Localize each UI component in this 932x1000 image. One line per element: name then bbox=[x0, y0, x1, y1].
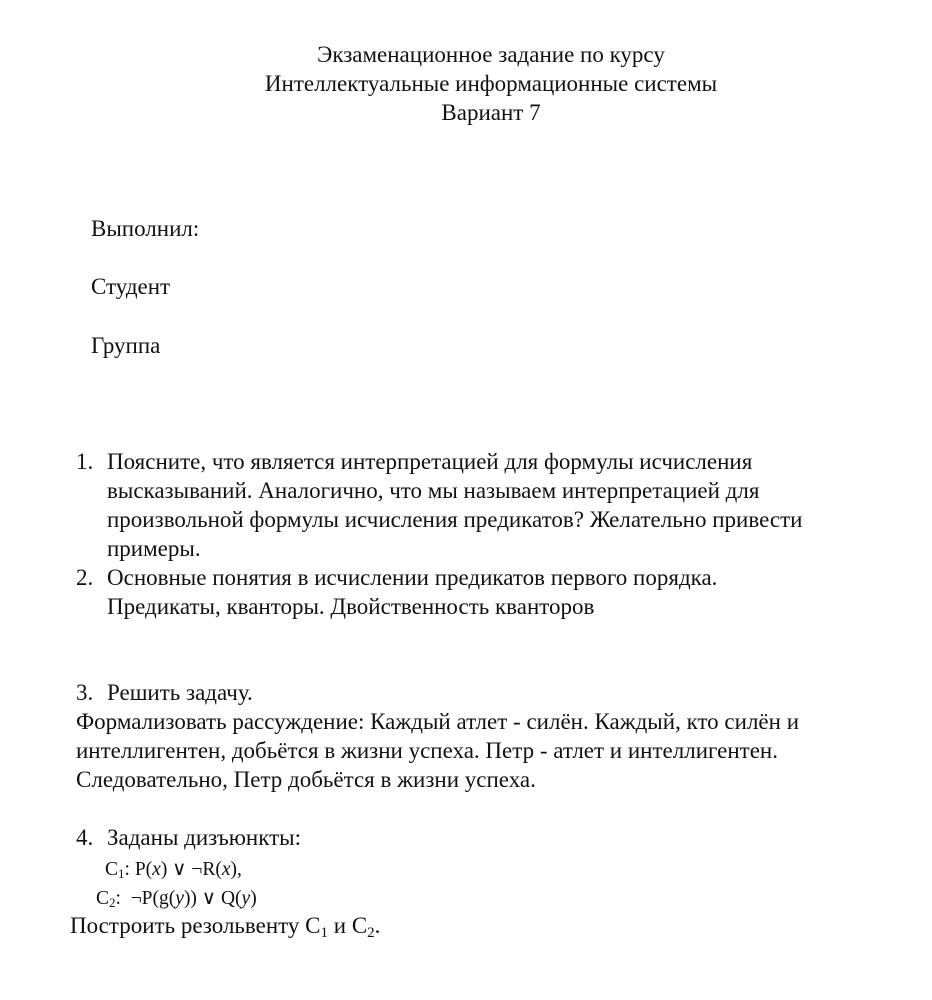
question-text-line: Формализовать рассуждение: Каждый атлет - силён. Каждый, кто силён и bbox=[76, 709, 800, 734]
group-label: Группа bbox=[91, 333, 161, 358]
task-text: . bbox=[374, 913, 381, 938]
task-index: 2 bbox=[367, 925, 375, 941]
question-title: Решить задачу. bbox=[107, 680, 253, 705]
question-text-line: примеры. bbox=[107, 536, 201, 561]
question-text-line: произвольной формулы исчисления предикатов? Желательно привести bbox=[107, 507, 803, 532]
student-label: Студент bbox=[91, 274, 171, 299]
question-text-line: Предикаты, кванторы. Двойственность кванторов bbox=[107, 594, 595, 619]
question-number: 1. bbox=[76, 449, 94, 474]
header-variant-line: Вариант 7 bbox=[441, 100, 541, 125]
clause-index: 1 bbox=[118, 866, 125, 881]
question-number: 2. bbox=[76, 565, 94, 590]
question-text-line: Основные понятия в исчислении предикатов первого порядка. bbox=[107, 565, 718, 590]
clause-part: ¬P(g( bbox=[120, 888, 176, 909]
header-subject-line: Интеллектуальные информационные системы bbox=[264, 71, 718, 96]
clause-variable: y bbox=[241, 888, 251, 909]
clause-part: ) ∨ ¬R( bbox=[160, 859, 222, 880]
resolvent-task bbox=[70, 913, 380, 942]
question-text-line: высказываний. Аналогично, что мы называем интерпретацией для bbox=[107, 478, 760, 503]
question-text-line: Следовательно, Петр добьётся в жизни успеха. bbox=[76, 767, 536, 792]
clause-part: )) ∨ Q( bbox=[183, 888, 242, 909]
clause-index: 2 bbox=[109, 895, 116, 910]
clause-part: P( bbox=[129, 859, 153, 880]
performed-label: Выполнил: bbox=[91, 216, 200, 241]
clause-label: C bbox=[105, 859, 119, 880]
clause-separator: : bbox=[124, 859, 130, 880]
clause-variable: y bbox=[175, 888, 184, 909]
header-course-line: Экзаменационное задание по курсу bbox=[317, 42, 665, 67]
question-number: 3. bbox=[76, 680, 94, 705]
clause-label: C bbox=[96, 888, 110, 909]
clause-variable: x bbox=[152, 859, 161, 880]
task-text: и C bbox=[328, 913, 368, 938]
clause-c2 bbox=[96, 886, 257, 911]
question-text-line: интеллигентен, добьётся в жизни успеха. Петр - атлет и интеллигентен. bbox=[76, 738, 778, 763]
clause-part: ), bbox=[230, 859, 242, 880]
clause-variable: x bbox=[221, 859, 231, 880]
question-number: 4. bbox=[76, 825, 94, 850]
task-text: Построить резольвенту C bbox=[70, 913, 321, 938]
document-header bbox=[0, 40, 932, 127]
task-index: 1 bbox=[320, 925, 329, 941]
clause-c1 bbox=[105, 857, 242, 882]
clause-separator: : bbox=[115, 888, 121, 909]
question-title: Заданы дизъюнкты: bbox=[107, 825, 302, 850]
clause-part: ) bbox=[250, 888, 257, 909]
question-text-line: Поясните, что является интерпретацией для формулы исчисления bbox=[107, 449, 753, 474]
